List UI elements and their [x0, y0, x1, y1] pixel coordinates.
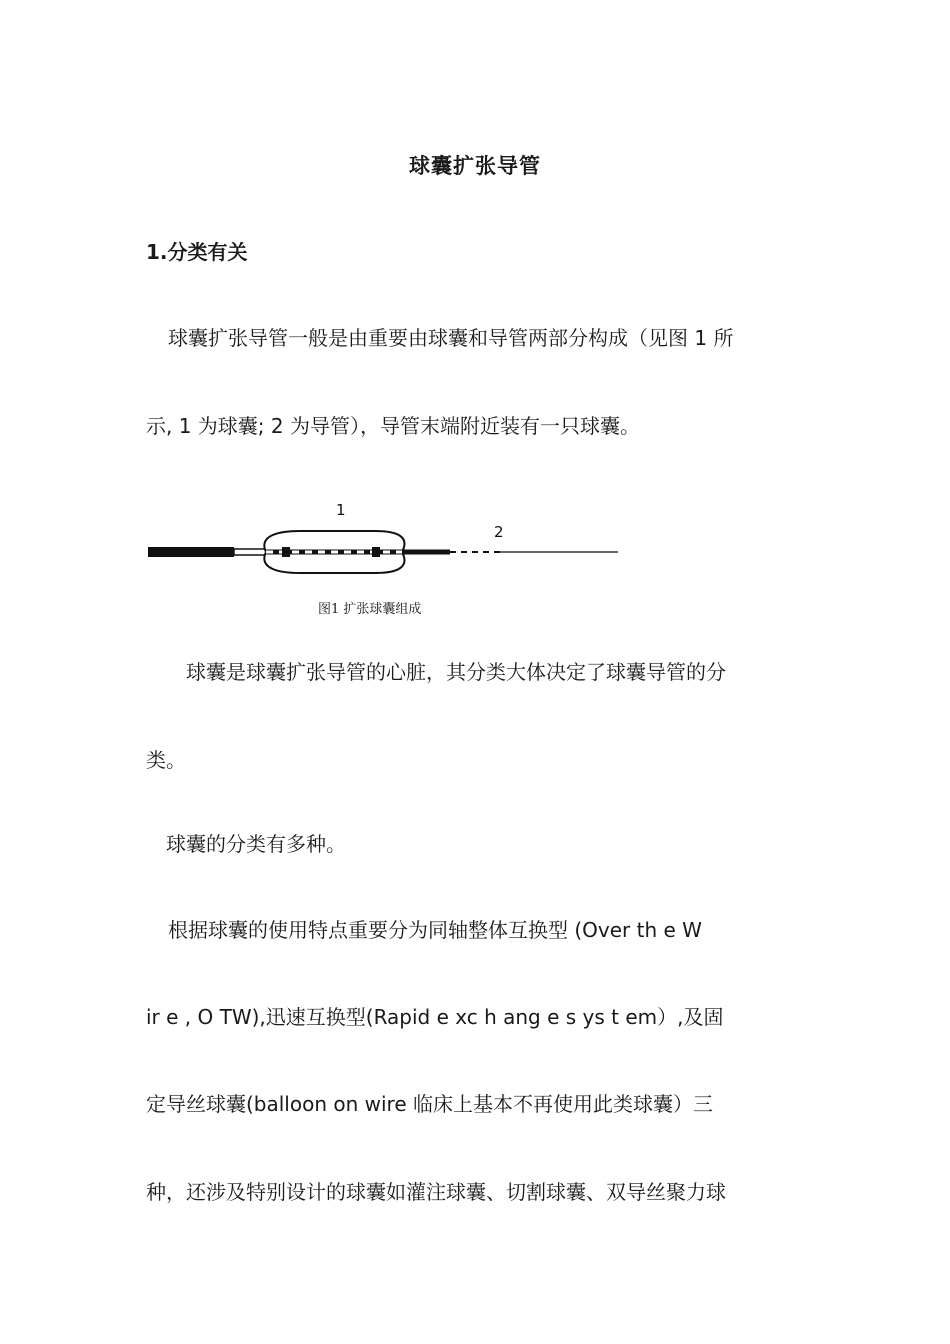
paragraph-4-line-3: 定导丝球囊(balloon on wire 临床上基本不再使用此类球囊）三	[146, 1092, 714, 1116]
label-catheter: 2	[494, 523, 504, 541]
marker-band-left	[282, 547, 290, 557]
marker-band-right	[372, 547, 380, 557]
paragraph-4-line-2: ir e , O TW),迅速互换型(Rapid e xc h ang e s ys t em）,及固	[146, 1005, 724, 1029]
paragraph-1-line-2: 示, 1 为球囊; 2 为导管），导管末端附近装有一只球囊。	[146, 414, 640, 438]
catheter-shaft-segment	[234, 549, 266, 555]
section-heading: 1.分类有关	[146, 240, 248, 264]
paragraph-3: 球囊的分类有多种。	[166, 832, 346, 856]
label-balloon: 1	[336, 501, 346, 519]
paragraph-2-line-2: 类。	[146, 748, 186, 772]
figure-caption: 图1 扩张球囊组成	[318, 602, 422, 617]
document-title: 球囊扩张导管	[409, 154, 541, 178]
paragraph-4-line-4: 种，还涉及特别设计的球囊如灌注球囊、切割球囊、双导丝聚力球	[146, 1180, 726, 1204]
paragraph-4-line-1: 根据球囊的使用特点重要分为同轴整体互换型 (Over th e W	[168, 918, 702, 942]
catheter-shaft-thick	[148, 547, 234, 557]
paragraph-1-line-1: 球囊扩张导管一般是由重要由球囊和导管两部分构成（见图 1 所	[168, 326, 734, 350]
paragraph-2-line-1: 球囊是球囊扩张导管的心脏，其分类大体决定了球囊导管的分	[186, 660, 726, 684]
